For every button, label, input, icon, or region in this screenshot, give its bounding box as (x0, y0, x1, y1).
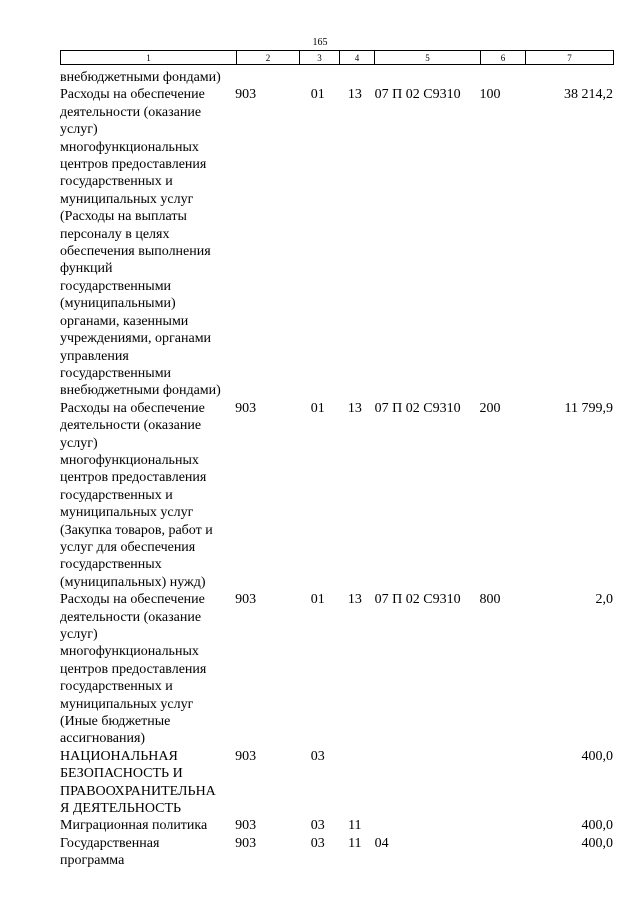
department-code: 903 (235, 592, 257, 608)
page-number: 165 (312, 37, 328, 48)
row-description (60, 817, 234, 834)
description-line: услуг) (60, 122, 98, 138)
description-line: муниципальных услуг (60, 505, 194, 521)
subsection-code: 11 (348, 835, 362, 851)
description-line: государственных (60, 557, 162, 573)
description-line: государственными (60, 365, 172, 381)
column-header: 2 (237, 51, 300, 65)
column-header-table (60, 50, 614, 65)
subsection-code: 13 (347, 592, 362, 608)
subsection-code: 13 (347, 87, 362, 103)
description-line: внебюджетными фондами) (60, 70, 221, 85)
subsection-code: 11 (348, 818, 362, 834)
amount-value: 2,0 (595, 592, 614, 608)
description-line: Расходы на обеспечение (60, 87, 205, 103)
department-code: 903 (235, 400, 257, 416)
table-row (60, 835, 613, 870)
description-line: (Иные бюджетные (60, 714, 171, 730)
description-line: Миграционная политика (60, 818, 208, 834)
description-line: Государственная (60, 835, 160, 851)
column-header: 5 (375, 51, 481, 65)
description-line: муниципальных услуг (60, 696, 194, 712)
amount-value: 11 799,9 (564, 400, 614, 416)
amount-value: 400,0 (581, 818, 614, 834)
description-line: государственных и (60, 679, 173, 695)
description-line: программа (60, 853, 125, 869)
table-row (60, 817, 613, 834)
amount-value: 400,0 (581, 835, 614, 851)
description-line: деятельности (оказание (60, 104, 202, 120)
table-row (60, 86, 613, 399)
description-line: персоналу в целях (60, 226, 170, 242)
amount-value: 400,0 (581, 748, 614, 764)
description-line: муниципальных услуг (60, 191, 194, 207)
description-line: (Расходы на выплаты (60, 209, 187, 225)
section-code: 01 (310, 87, 325, 103)
description-line: (муниципальными) (60, 296, 176, 312)
column-header: 7 (526, 51, 614, 65)
subsection-code: 13 (347, 400, 362, 416)
description-line: внебюджетными фондами) (60, 383, 221, 399)
row-description (60, 591, 234, 748)
description-line: многофункциональных (60, 139, 199, 155)
description-line: (муниципальных) нужд) (60, 574, 206, 590)
department-code: 903 (235, 748, 257, 764)
table-row (60, 400, 613, 591)
description-line: учреждениями, органами (60, 331, 212, 347)
description-line: государственных и (60, 487, 173, 503)
description-line: управления (60, 348, 129, 364)
column-header: 3 (300, 51, 340, 65)
target-article-code: 07 П 02 С9310 (374, 400, 461, 416)
description-line: многофункциональных (60, 452, 199, 468)
target-article-code: 04 (374, 835, 389, 851)
description-line: услуг для обеспечения (60, 539, 196, 555)
description-line: многофункциональных (60, 644, 199, 660)
column-header: 6 (481, 51, 526, 65)
row-description (60, 69, 234, 86)
target-article-code: 07 П 02 С9310 (374, 592, 461, 608)
description-line: ПРАВООХРАНИТЕЛЬНА (60, 783, 216, 799)
description-line: услуг) (60, 435, 98, 451)
target-article-code: 07 П 02 С9310 (374, 87, 461, 103)
expense-type-code: 100 (479, 87, 501, 103)
column-header: 4 (340, 51, 375, 65)
column-header: 1 (61, 51, 237, 65)
amount-value: 38 214,2 (564, 87, 614, 103)
department-code: 903 (235, 818, 257, 834)
row-description (60, 400, 234, 591)
description-line: центров предоставления (60, 661, 207, 677)
table-row (60, 748, 613, 818)
table-row (60, 591, 613, 748)
section-code: 03 (310, 748, 325, 764)
budget-table-body (60, 69, 613, 870)
description-line: Расходы на обеспечение (60, 592, 205, 608)
description-line: услуг) (60, 627, 98, 642)
description-line: государственными (60, 278, 172, 294)
description-line: органами, казенными (60, 313, 189, 329)
description-line: деятельности (оказание (60, 609, 202, 625)
section-code: 03 (310, 818, 325, 834)
description-line: (Закупка товаров, работ и (60, 522, 213, 538)
description-line: обеспечения выполнения (60, 244, 211, 260)
expense-type-code: 200 (479, 400, 501, 416)
description-line: функций (60, 261, 113, 277)
table-row (60, 69, 613, 86)
description-line: Я ДЕЯТЕЛЬНОСТЬ (60, 801, 182, 817)
department-code: 903 (235, 87, 257, 103)
row-description (60, 835, 234, 870)
column-header-row (61, 51, 614, 65)
row-description (60, 748, 234, 818)
description-line: центров предоставления (60, 157, 207, 173)
description-line: государственных и (60, 174, 173, 190)
section-code: 03 (310, 835, 325, 851)
description-line: центров предоставления (60, 470, 207, 486)
row-description (60, 86, 234, 399)
description-line: ассигнования) (60, 731, 146, 747)
section-code: 01 (310, 592, 325, 608)
section-code: 01 (310, 400, 325, 416)
department-code: 903 (235, 835, 257, 851)
expense-type-code: 800 (479, 592, 501, 608)
description-line: Расходы на обеспечение (60, 400, 205, 416)
description-line: деятельности (оказание (60, 418, 202, 434)
description-line: НАЦИОНАЛЬНАЯ (60, 748, 178, 764)
description-line: БЕЗОПАСНОСТЬ И (60, 766, 183, 782)
